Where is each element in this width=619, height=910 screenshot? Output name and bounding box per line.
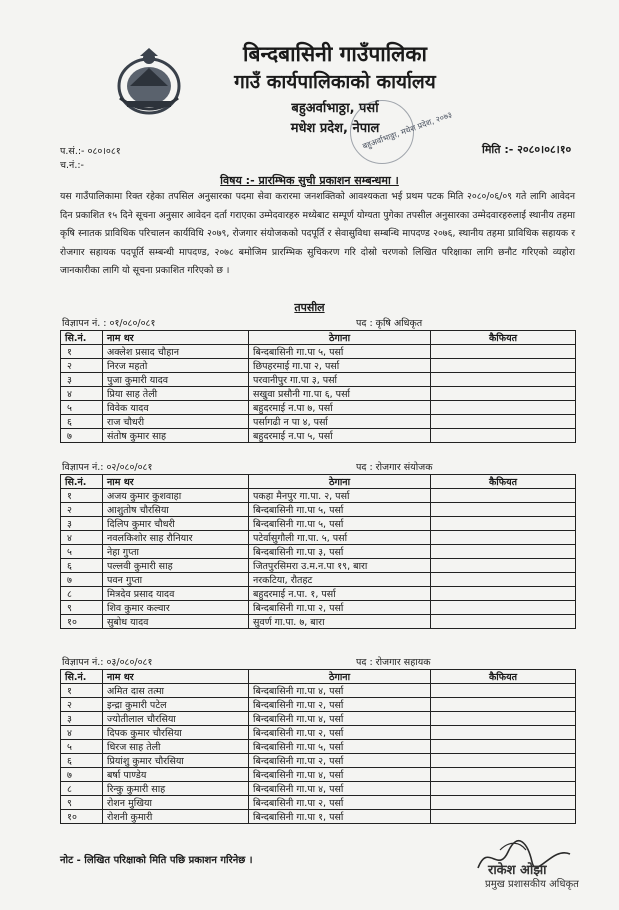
section-agriculture-officer	[60, 316, 575, 443]
serial-cell: ७	[61, 768, 103, 782]
serial-cell: ५	[61, 545, 103, 559]
remarks-cell	[431, 359, 576, 373]
address-cell: बिन्दबासिनी गा.पा ४, पर्सा	[249, 782, 431, 796]
table-row	[61, 429, 576, 443]
serial-cell: ७	[61, 573, 103, 587]
subject-line	[0, 173, 619, 188]
name-cell: शिव कुमार कल्वार	[103, 601, 249, 615]
serial-cell: ९	[61, 796, 103, 810]
remarks-cell	[431, 401, 576, 415]
address-cell: सुवर्ण गा.पा. ७, बारा	[249, 615, 431, 629]
serial-cell: ४	[61, 387, 103, 401]
serial-cell: ६	[61, 754, 103, 768]
signatory-name: राकेश ओझा	[488, 863, 547, 878]
office-location: बहुअर्वाभाठ्ठा, पर्सा	[291, 101, 379, 116]
col-address: ठेगाना	[249, 331, 431, 345]
serial-cell: ६	[61, 559, 103, 573]
name-cell: रोशन मुखिया	[103, 796, 249, 810]
name-cell: सुबोध यादव	[103, 615, 249, 629]
address-cell: बहुदरमाई न.पा ७, पर्सा	[249, 401, 431, 415]
footnote: नोट - लिखित परिक्षाको मिति पछि प्रकाशन गरिनेछ ।	[60, 855, 253, 866]
name-cell: पवन गुप्ता	[103, 573, 249, 587]
table-row	[61, 768, 576, 782]
address-cell: सखुवा प्रसौनी गा.पा ६, पर्सा	[249, 387, 431, 401]
remarks-cell	[431, 345, 576, 359]
name-cell: पल्लवी कुमारी साह	[103, 559, 249, 573]
table-row	[61, 698, 576, 712]
serial-cell: ७	[61, 429, 103, 443]
table-row	[61, 489, 576, 503]
remarks-cell	[431, 740, 576, 754]
table-body	[61, 684, 576, 824]
table-row	[61, 401, 576, 415]
remarks-cell	[431, 517, 576, 531]
table-row	[61, 754, 576, 768]
name-cell: रिन्कु कुमारी साह	[103, 782, 249, 796]
table-row	[61, 559, 576, 573]
remarks-cell	[431, 726, 576, 740]
address-cell: बिन्दबासिनी गा.पा २, पर्सा	[249, 796, 431, 810]
address-cell: बिन्दबासिनी गा.पा ५, पर्सा	[249, 503, 431, 517]
serial-cell: २	[61, 503, 103, 517]
col-remarks: कैफियत	[431, 331, 576, 345]
name-cell: पुजा कुमारी यादव	[103, 373, 249, 387]
remarks-cell	[431, 587, 576, 601]
address-cell: बिन्दबासिनी गा.पा २, पर्सा	[249, 601, 431, 615]
name-cell: मित्रदेव प्रसाद यादव	[103, 587, 249, 601]
col-serial: सि.नं.	[61, 331, 103, 345]
col-address: ठेगाना	[249, 475, 431, 489]
serial-cell: ८	[61, 587, 103, 601]
col-address: ठेगाना	[249, 670, 431, 684]
post-title: पद : रोजगार संयोजक	[356, 462, 433, 473]
advert-number: विज्ञापन नं. : ०१/०८०/०८१	[62, 318, 156, 329]
dispatch-number: च.नं.:-	[60, 160, 84, 171]
table-row	[61, 373, 576, 387]
table-row	[61, 712, 576, 726]
remarks-cell	[431, 768, 576, 782]
name-cell: अमित दास तत्मा	[103, 684, 249, 698]
address-cell: बिन्दबासिनी गा.पा ३, पर्सा	[249, 545, 431, 559]
address-cell: बहुदरमाई न.पा. १, पर्सा	[249, 587, 431, 601]
table-row	[61, 782, 576, 796]
advert-number: विज्ञापन नं.: ०३/०८०/०८१	[62, 657, 153, 668]
remarks-cell	[431, 429, 576, 443]
remarks-cell	[431, 573, 576, 587]
remarks-cell	[431, 810, 576, 824]
remarks-cell	[431, 796, 576, 810]
table-row	[61, 796, 576, 810]
section-employment-coordinator	[60, 460, 575, 629]
name-cell: संतोष कुमार साह	[103, 429, 249, 443]
table-row	[61, 345, 576, 359]
name-cell: दिलिप कुमार चौधरी	[103, 517, 249, 531]
table-header-row	[61, 670, 576, 684]
office-stamp-text: बहुअर्वाभाठ्ठा, मधेश प्रदेश, २०७३	[361, 110, 454, 151]
col-serial: सि.नं.	[61, 670, 103, 684]
table-body	[61, 489, 576, 629]
post-title: पद : कृषि अधिकृत	[356, 318, 423, 329]
name-cell: दिपक कुमार चौरसिया	[103, 726, 249, 740]
advert-number: विज्ञापन नं.: ०२/०८०/०८१	[62, 462, 153, 473]
section-employment-assistant	[60, 655, 575, 824]
address-cell: बिन्दबासिनी गा.पा ४, पर्सा	[249, 712, 431, 726]
table-row	[61, 601, 576, 615]
table-row	[61, 573, 576, 587]
serial-cell: ५	[61, 401, 103, 415]
serial-cell: १०	[61, 810, 103, 824]
candidate-table	[60, 474, 576, 629]
post-title: पद : रोजगार सहायक	[356, 657, 431, 668]
details-heading-text: तपसील	[294, 301, 325, 314]
col-name: नाम थर	[103, 331, 249, 345]
table-header-row	[61, 475, 576, 489]
section-header	[60, 316, 575, 330]
table-row	[61, 503, 576, 517]
table-row	[61, 545, 576, 559]
remarks-cell	[431, 489, 576, 503]
address-cell: बिन्दबासिनी गा.पा १, पर्सा	[249, 810, 431, 824]
office-name: गाउँ कार्यपालिकाको कार्यालय	[234, 71, 436, 93]
province-country: मधेश प्रदेश, नेपाल	[290, 121, 380, 136]
remarks-cell	[431, 754, 576, 768]
table-row	[61, 740, 576, 754]
col-serial: सि.नं.	[61, 475, 103, 489]
municipality-name: बिन्दबासिनी गाउँपालिका	[243, 42, 427, 66]
serial-cell: १०	[61, 615, 103, 629]
serial-cell: ६	[61, 415, 103, 429]
remarks-cell	[431, 698, 576, 712]
table-row	[61, 359, 576, 373]
address-cell: बिन्दबासिनी गा.पा २, पर्सा	[249, 698, 431, 712]
address-cell: बिन्दबासिनी गा.पा ५, पर्सा	[249, 517, 431, 531]
signatory-title: प्रमुख प्रशासकीय अधिकृत	[485, 879, 579, 890]
name-cell: रोशनी कुमारी	[103, 810, 249, 824]
remarks-cell	[431, 712, 576, 726]
remarks-cell	[431, 782, 576, 796]
remarks-cell	[431, 415, 576, 429]
nepal-emblem-icon	[110, 46, 188, 118]
remarks-cell	[431, 601, 576, 615]
serial-cell: २	[61, 698, 103, 712]
table-row	[61, 684, 576, 698]
address-cell: पकहा मैनपुर गा.पा. २, पर्सा	[249, 489, 431, 503]
table-row	[61, 531, 576, 545]
notice-body: यस गाउँपालिकामा रिक्त रहेका तपसिल अनुसारका पदमा सेवा करारमा जनशक्तिको आवश्यकता भई प्रथम पटक मिति २०८०/०६/०९ गते लागि आवेदन दिन प्रकाशित १५ दिने सूचना अनुसार आवेदन दर्ता गराएका उम्मेदवारहरु मध्येबाट सम्पूर्ण योग्यता पुगेका तपसील अनुसारका उम्मेदवारहरुलाई स्थानीय तहमा कृषि स्नातक प्राविधिक परिचालन कार्यविधि २०७९, रोजगार संयोजकको पदपूर्ति र सेवासुविधा सम्बन्धि मापदण्ड २०७६, स्थानीय तहमा प्राविधिक सहायक र रोजगार सहायक पदपूर्ति सम्बन्धी मापदण्ड, २०७८ बमोजिम प्रारम्भिक सुचिकरण गरि दोस्रो चरणको लिखित परिक्षाका लागि छनौट गरिएको व्यहोरा जानकारीका लागि यो सूचना प्रकाशित गरिएको छ ।	[60, 191, 575, 276]
table-body	[61, 345, 576, 443]
section-header	[60, 655, 575, 669]
table-row	[61, 387, 576, 401]
address-cell: बिन्दबासिनी गा.पा ५, पर्सा	[249, 345, 431, 359]
address-cell: पटेर्वासुगौली गा.पा. ५, पर्सा	[249, 531, 431, 545]
name-cell: नवलकिशोर साह रौनियार	[103, 531, 249, 545]
name-cell: नेहा गुप्ता	[103, 545, 249, 559]
name-cell: ज्योतीलाल चौरसिया	[103, 712, 249, 726]
serial-cell: ९	[61, 601, 103, 615]
name-cell: अक्लेश प्रसाद चौहान	[103, 345, 249, 359]
serial-cell: ३	[61, 712, 103, 726]
table-row	[61, 415, 576, 429]
col-remarks: कैफियत	[431, 670, 576, 684]
serial-cell: ४	[61, 531, 103, 545]
table-row	[61, 726, 576, 740]
remarks-cell	[431, 559, 576, 573]
name-cell: राज चौधरी	[103, 415, 249, 429]
serial-cell: १	[61, 345, 103, 359]
remarks-cell	[431, 615, 576, 629]
serial-cell: ८	[61, 782, 103, 796]
subject-text: विषय :- प्रारम्भिक सुची प्रकाशन सम्बन्धमा ।	[220, 174, 399, 187]
col-name: नाम थर	[103, 670, 249, 684]
name-cell: विवेक यादव	[103, 401, 249, 415]
name-cell: आशुतोष चौरसिया	[103, 503, 249, 517]
details-heading	[0, 300, 619, 315]
name-cell: प्रिया साह तेली	[103, 387, 249, 401]
section-header	[60, 460, 575, 474]
serial-cell: २	[61, 359, 103, 373]
col-remarks: कैफियत	[431, 475, 576, 489]
address-cell: बिन्दबासिनी गा.पा ४, पर्सा	[249, 684, 431, 698]
reference-number: प.सं.:- ०८०।०८१	[60, 146, 121, 157]
name-cell: इन्द्रा कुमारी पटेल	[103, 698, 249, 712]
table-row	[61, 615, 576, 629]
candidate-table	[60, 330, 576, 443]
address-cell: पर्सागढी न पा ४, पर्सा	[249, 415, 431, 429]
serial-cell: ५	[61, 740, 103, 754]
address-cell: परवानीपुर गा.पा ३, पर्सा	[249, 373, 431, 387]
serial-cell: ३	[61, 373, 103, 387]
address-cell: नरकटिया, रौतहट	[249, 573, 431, 587]
address-cell: जितपुरसिमरा उ.म.न.पा १९, बारा	[249, 559, 431, 573]
table-row	[61, 587, 576, 601]
remarks-cell	[431, 503, 576, 517]
remarks-cell	[431, 373, 576, 387]
serial-cell: ३	[61, 517, 103, 531]
address-cell: बिन्दबासिनी गा.पा २, पर्सा	[249, 726, 431, 740]
serial-cell: १	[61, 684, 103, 698]
candidate-table	[60, 669, 576, 824]
col-name: नाम थर	[103, 475, 249, 489]
notice-date: मिति :- २०८०।०८।१०	[482, 143, 572, 156]
address-cell: बिन्दबासिनी गा.पा २, पर्सा	[249, 754, 431, 768]
remarks-cell	[431, 545, 576, 559]
address-cell: बिन्दबासिनी गा.पा ५, पर्सा	[249, 740, 431, 754]
name-cell: बर्षा पाण्डेय	[103, 768, 249, 782]
remarks-cell	[431, 684, 576, 698]
serial-cell: १	[61, 489, 103, 503]
table-row	[61, 517, 576, 531]
address-cell: बिन्दबासिनी गा.पा ४, पर्सा	[249, 768, 431, 782]
serial-cell: ४	[61, 726, 103, 740]
name-cell: धिरज साह तेली	[103, 740, 249, 754]
name-cell: निरज महतो	[103, 359, 249, 373]
address-cell: छिपहरमाई गा.पा २, पर्सा	[249, 359, 431, 373]
table-header-row	[61, 331, 576, 345]
table-row	[61, 810, 576, 824]
address-cell: बहुदरमाई न.पा ५, पर्सा	[249, 429, 431, 443]
remarks-cell	[431, 387, 576, 401]
name-cell: प्रियांशु कुमार चौरसिया	[103, 754, 249, 768]
name-cell: अजय कुमार कुशवाहा	[103, 489, 249, 503]
remarks-cell	[431, 531, 576, 545]
